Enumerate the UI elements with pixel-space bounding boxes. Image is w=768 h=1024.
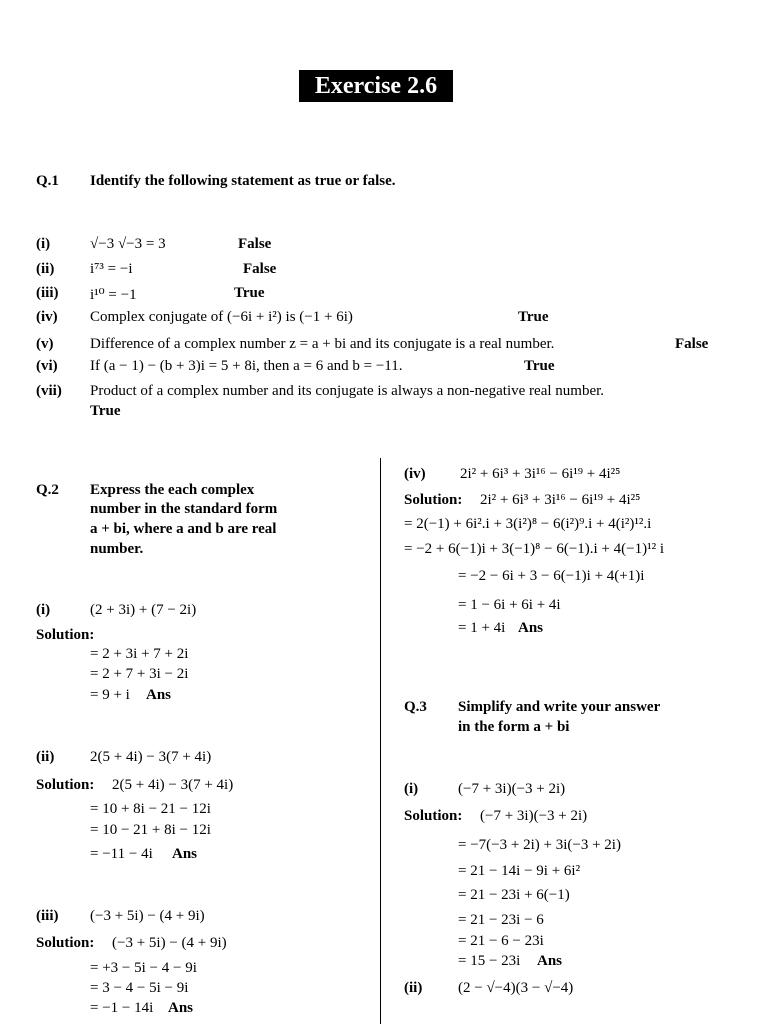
q1-item-expr: i¹⁰ = −1 (90, 287, 137, 303)
solution-expr: 2(5 + 4i) − 3(7 + 4i) (112, 777, 234, 793)
solution-step: = −1 − 14i (90, 1000, 154, 1016)
q1-item-label: (iv) (36, 309, 58, 325)
q3-i-expr: (−7 + 3i)(−3 + 2i) (458, 781, 566, 797)
q1-item-answer: False (675, 336, 709, 352)
solution-label: Solution: (36, 777, 95, 793)
q1-item-answer: True (234, 285, 265, 301)
q3-heading-line: in the form a + bi (458, 719, 570, 735)
solution-label: Solution: (404, 492, 463, 508)
solution-label: Solution: (36, 935, 95, 951)
q3-heading-line: Simplify and write your answer (458, 699, 661, 715)
q1-item-answer: False (243, 261, 277, 277)
q1-item-answer: True (518, 309, 549, 325)
q2-iii-label: (iii) (36, 908, 59, 924)
solution-step: = 1 − 6i + 6i + 4i (458, 597, 561, 613)
solution-step: = 10 − 21 + 8i − 12i (90, 822, 211, 838)
q1-item-answer: True (90, 403, 121, 419)
solution-step: = −7(−3 + 2i) + 3i(−3 + 2i) (458, 837, 621, 853)
solution-expr: (−7 + 3i)(−3 + 2i) (480, 808, 588, 824)
exercise-title: Exercise 2.6 (299, 70, 453, 102)
solution-step: = 21 − 6 − 23i (458, 933, 544, 949)
solution-step: = −2 + 6(−1)i + 3(−1)⁸ − 6(−1).i + 4(−1)¹² i (404, 541, 665, 557)
q1-item-expr: √−3 √−3 = 3 (90, 236, 166, 252)
q2-heading-line: a + bi, where a and b are real (90, 521, 277, 537)
solution-label: Solution: (36, 627, 95, 643)
q2-number: Q.2 (36, 482, 59, 498)
q1-item-expr: i⁷³ = −i (90, 261, 133, 277)
solution-expr: 2i² + 6i³ + 3i¹⁶ − 6i¹⁹ + 4i²⁵ (480, 492, 641, 508)
solution-label: Solution: (404, 808, 463, 824)
q1-item-label: (iii) (36, 285, 59, 301)
q2-heading-line: number. (90, 541, 144, 557)
q1-item-label: (i) (36, 236, 51, 252)
ans-label: Ans (146, 687, 172, 703)
q3-i-label: (i) (404, 781, 419, 797)
solution-step: = 10 + 8i − 21 − 12i (90, 801, 211, 817)
q1-item-answer: True (524, 358, 555, 374)
q3-number: Q.3 (404, 699, 427, 715)
ans-label: Ans (172, 846, 198, 862)
q1-item-label: (vii) (36, 383, 62, 399)
q3-ii-expr: (2 − √−4)(3 − √−4) (458, 980, 574, 996)
solution-step: = 2(−1) + 6i².i + 3(i²)⁸ − 6(i²)⁹.i + 4(i²)¹².i (404, 516, 652, 532)
ans-label: Ans (537, 953, 563, 969)
q1-item-expr: Difference of a complex number z = a + bi and its conjugate is a real number. (90, 336, 555, 352)
solution-expr: (−3 + 5i) − (4 + 9i) (112, 935, 227, 951)
q2-i-expr: (2 + 3i) + (7 − 2i) (90, 602, 197, 618)
q1-item-expr: Complex conjugate of (−6i + i²) is (−1 + 6i) (90, 309, 353, 325)
solution-step: = 3 − 4 − 5i − 9i (90, 980, 189, 996)
q2-heading-line: Express the each complex (90, 482, 255, 498)
q1-item-label: (ii) (36, 261, 55, 277)
q2-ii-label: (ii) (36, 749, 55, 765)
q1-item-expr: Product of a complex number and its conjugate is always a non-negative real number. (90, 383, 605, 399)
q2-iv-label: (iv) (404, 466, 426, 482)
q3-ii-label: (ii) (404, 980, 423, 996)
ans-label: Ans (168, 1000, 194, 1016)
ans-label: Ans (518, 620, 544, 636)
solution-step: = 2 + 7 + 3i − 2i (90, 666, 189, 682)
q1-number: Q.1 (36, 173, 59, 189)
q1-item-expr: If (a − 1) − (b + 3)i = 5 + 8i, then a = 6 and b = −11. (90, 358, 403, 374)
solution-step: = 9 + i (90, 687, 130, 703)
solution-step: = −2 − 6i + 3 − 6(−1)i + 4(+1)i (458, 568, 645, 584)
solution-step: = −11 − 4i (90, 846, 153, 862)
solution-step: = 21 − 23i − 6 (458, 912, 544, 928)
q2-i-label: (i) (36, 602, 51, 618)
solution-step: = 21 − 14i − 9i + 6i² (458, 863, 581, 879)
solution-step: = 2 + 3i + 7 + 2i (90, 646, 189, 662)
q2-iv-expr: 2i² + 6i³ + 3i¹⁶ − 6i¹⁹ + 4i²⁵ (460, 466, 621, 482)
q2-heading-line: number in the standard form (90, 501, 278, 517)
column-divider (380, 458, 381, 1024)
solution-step: = +3 − 5i − 4 − 9i (90, 960, 197, 976)
solution-step: = 21 − 23i + 6(−1) (458, 887, 570, 903)
solution-step: = 1 + 4i (458, 620, 506, 636)
q1-item-label: (v) (36, 336, 54, 352)
q2-iii-expr: (−3 + 5i) − (4 + 9i) (90, 908, 205, 924)
q2-ii-expr: 2(5 + 4i) − 3(7 + 4i) (90, 749, 212, 765)
q1-item-answer: False (238, 236, 272, 252)
q1-heading: Identify the following statement as true or false. (90, 173, 396, 189)
solution-step: = 15 − 23i (458, 953, 521, 969)
q1-item-label: (vi) (36, 358, 58, 374)
